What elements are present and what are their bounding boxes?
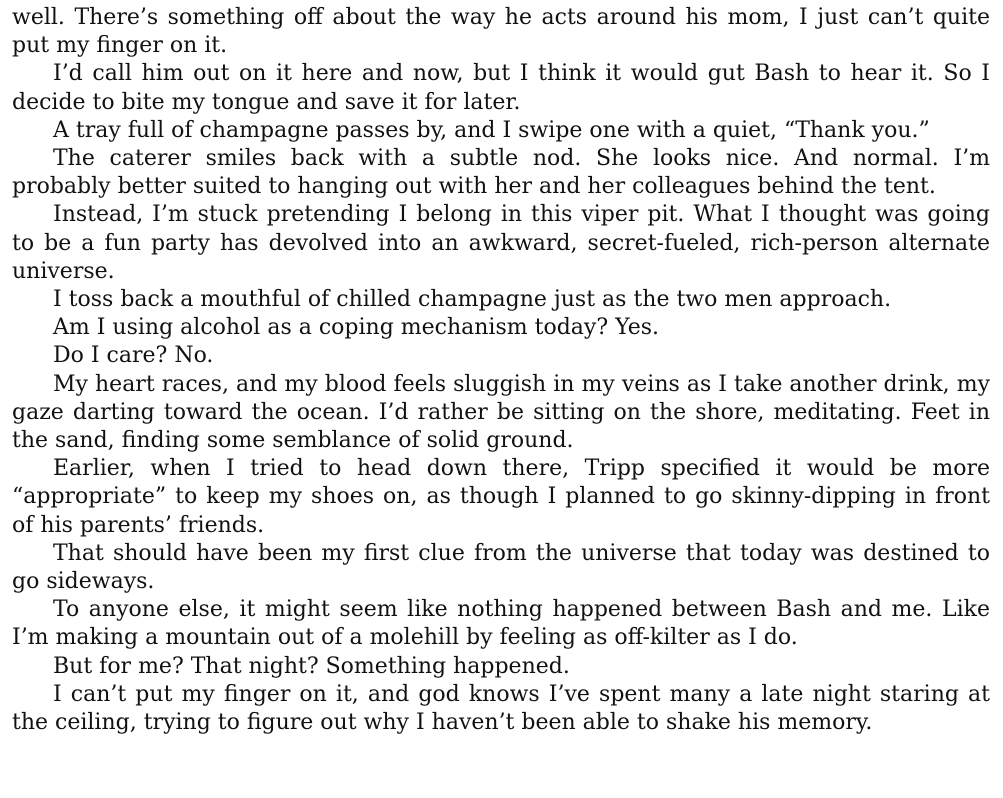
paragraph: That should have been my first clue from the universe that today was destined to go sideways. [12,540,990,595]
paragraph: Do I care? No. [53,343,214,369]
paragraph: I’d call him out on it here and now, but I think it would gut Bash to hear it. So I decide to bite my tongue and save it for later. [12,61,990,115]
paragraph: A tray full of champagne passes by, and I swipe one with a quiet, “Thank you.” [53,117,930,143]
paragraph: To anyone else, it might seem like nothing happened between Bash and me. Like I’m making a mountain out of a molehill by feeling as off-kilter as I do. [12,597,990,651]
paragraph: My heart races, and my blood feels sluggish in my veins as I take another drink, my gaze darting toward the ocean. I’d rather be sitting on the shore, meditating. Feet in the sand, finding some semblance of solid ground. [12,371,990,454]
book-page [12,4,990,737]
paragraph: The caterer smiles back with a subtle nod. She looks nice. And normal. I’m probably better suited to hanging out with her and her colleagues behind the tent. [12,146,990,200]
paragraph: I toss back a mouthful of chilled champagne just as the two men approach. [53,287,892,313]
paragraph: Instead, I’m stuck pretending I belong in this viper pit. What I thought was going to be a fun party has devolved into an awkward, secret-fueled, rich-person alternate universe. [12,202,990,284]
paragraph-continuation: well. There’s something off about the way he acts around his mom, I just can’t quite put my finger on it. [12,5,990,59]
paragraph: Earlier, when I tried to head down there, Tripp specified it would be more “appropriate” to keep my shoes on, as though I planned to go skinny-dipping in front of his parents’ friends. [12,456,990,538]
paragraph: But for me? That night? Something happened. [53,653,570,679]
paragraph: I can’t put my finger on it, and god knows I’ve spent many a late night staring at the ceiling, trying to figure out why I haven’t been able to shake his memory. [12,681,990,736]
paragraph: Am I using alcohol as a coping mechanism today? Yes. [53,315,660,341]
